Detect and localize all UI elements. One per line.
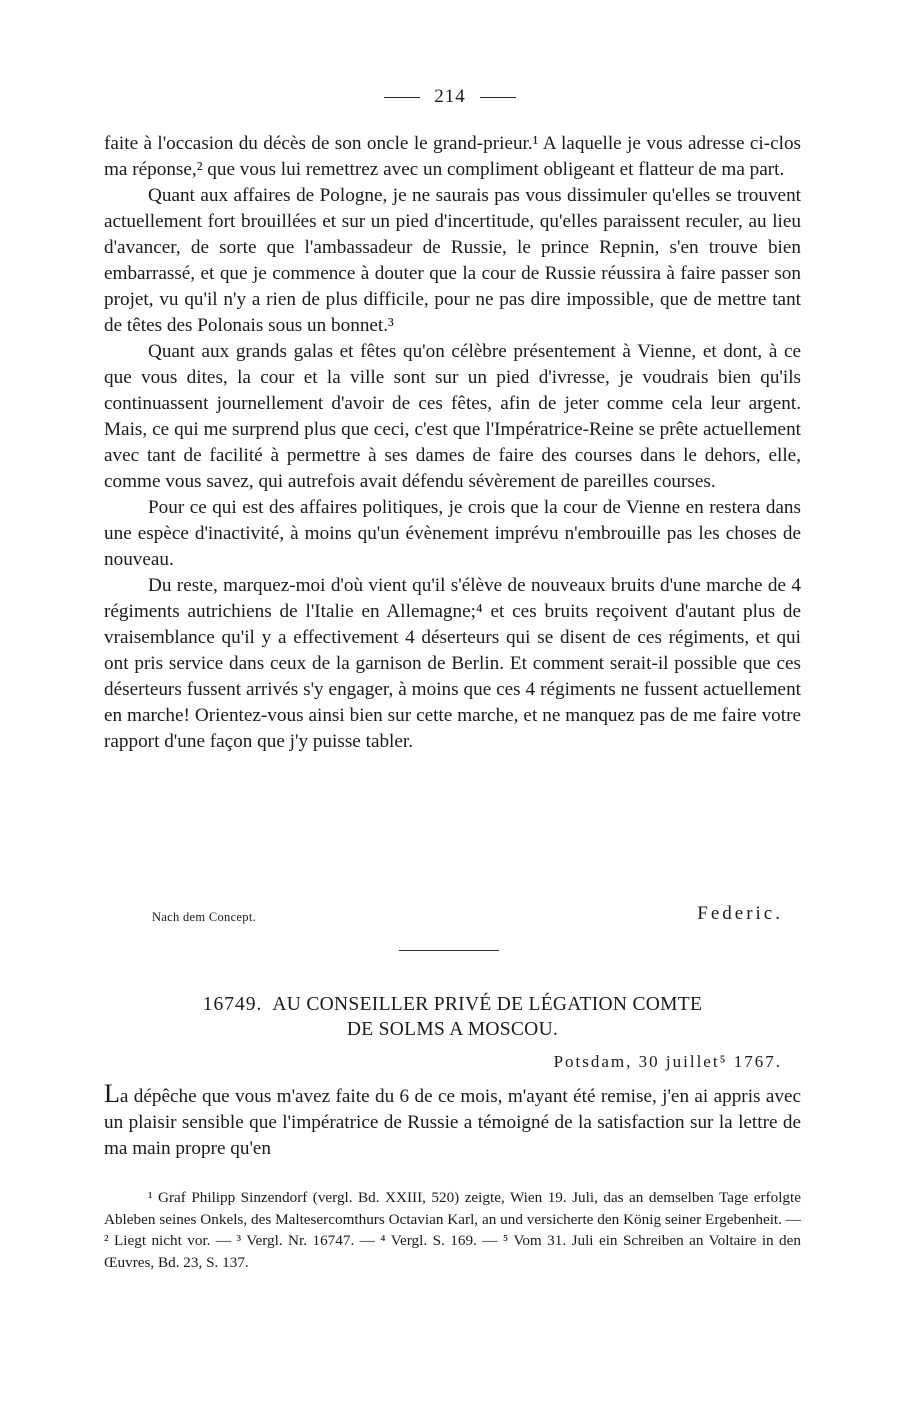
left-dash [384,97,420,98]
paragraph-1: faite à l'occasion du décès de son oncle le grand-prieur.¹ A laquelle je vous adresse ci-clos ma réponse,² que vous lui remettrez avec un compliment obligeant et flatteur de ma part. [104,133,801,180]
source-note: Nach dem Concept. [152,910,257,924]
letter-opening [104,1081,801,1162]
footnotes [104,1187,801,1273]
right-dash [480,97,516,98]
dateline: Potsdam, 30 juillet⁵ 1767. [553,1052,782,1071]
heading-title-2: DE SOLMS A MOSCOU. [346,1019,559,1040]
letter-body [104,131,801,755]
heading-title-1: AU CONSEILLER PRIVÉ DE LÉGATION COMTE [272,994,703,1015]
letter-closing [104,903,801,929]
paragraph-5: Du reste, marquez-moi d'où vient qu'il s'élève de nouveaux bruits d'une marche de 4 régiments autrichiens de l'Italie en Allemagne;⁴ et ces bruits reçoivent d'autant plus de vraisemblance qu'il y a effectivement 4 déserteurs qui se disent de ces régiments, et qui ont pris service dans ceux de la garnison de Berlin. Et comment serait-il possible que ces déserteurs fussent arrivés s'y engager, à moins que ces 4 régiments ne fussent actuellement en marche! Orientez-vous ainsi bien sur cette marche, et ne manquez pas de me faire votre rapport d'une façon que j'y puisse tabler. [104,575,801,752]
page-number [0,86,900,108]
heading-line-1 [104,992,801,1017]
letter-heading [104,992,801,1042]
section-divider [399,950,499,951]
paragraph-4: Pour ce qui est des affaires politiques, je crois que la cour de Vienne en restera dans une espèce d'inactivité, à moins qu'un évènement imprévu n'embrouille pas les choses de nouveau. [104,497,801,570]
page-number-text: 214 [434,86,466,107]
letter-number: 16749. [202,994,263,1015]
letter-initial: L [104,1079,120,1108]
letter-text: a dépêche que vous m'avez faite du 6 de ce mois, m'ayant été remise, j'en ai appris avec un plaisir sensible que l'impératrice de Russie a témoigné de la satisfaction sur la lettre de ma main propre qu'en [104,1086,801,1159]
paragraph-3: Quant aux grands galas et fêtes qu'on célèbre présentement à Vienne, et dont, à ce que vous dites, la cour et la ville sont sur un pied d'ivresse, je voudrais bien qu'ils continuassent journellement d'avoir de ces fêtes, afin de jeter comme cela leur argent. Mais, ce qui me surprend plus que ceci, c'est que l'Impératrice-Reine se prête actuellement avec tant de facilité à permettre à ses dames de faire des courses dans le dehors, elle, comme vous savez, qui autrefois avait défendu sévèrement de pareilles courses. [104,341,801,492]
footnote-text: ¹ Graf Philipp Sinzendorf (vergl. Bd. XXIII, 520) zeigte, Wien 19. Juli, das an demselben Tage erfolgte Ableben seines Onkels, des Maltesercomthurs Octavian Karl, an und versicherte den König seiner Ergebenheit. — ² Liegt nicht vor. — ³ Vergl. Nr. 16747. — ⁴ Vergl. S. 169. — ⁵ Vom 31. Juli ein Schreiben an Voltaire in den Œuvres, Bd. 23, S. 137. [104,1189,801,1271]
paragraph-2: Quant aux affaires de Pologne, je ne saurais pas vous dissimuler qu'elles se trouvent actuellement fort brouillées et sur un pied d'incertitude, qu'elles paraissent reculer, au lieu d'avancer, de sorte que l'ambassadeur de Russie, le prince Repnin, s'en trouve bien embarrassé, et que je commence à douter que la cour de Russie réussira à faire passer son projet, vu qu'il n'y a rien de plus difficile, pour ne pas dire impossible, que de mettre tant de têtes des Polonais sous un bonnet.³ [104,185,801,336]
signature: Federic. [697,903,783,924]
